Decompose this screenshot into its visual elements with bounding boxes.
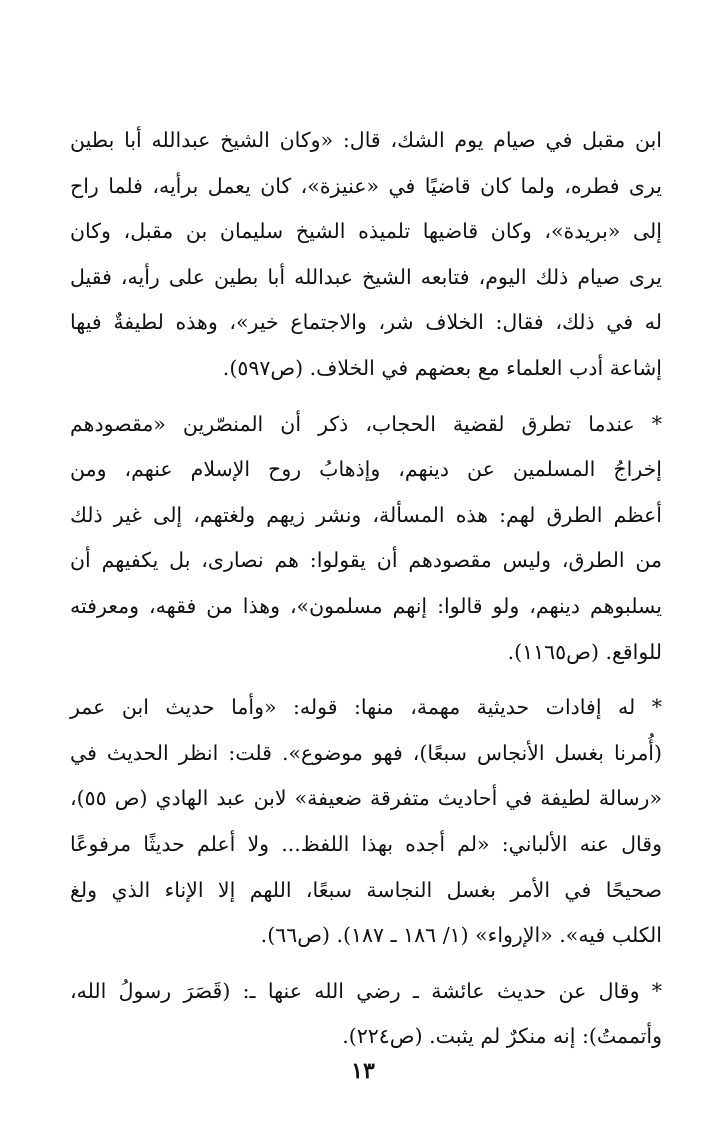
paragraph-2 xyxy=(70,402,662,676)
text-line: للواقع. (ص١١٦٥). xyxy=(507,639,662,664)
text-line: يرى صيام ذلك اليوم، فتابعه الشيخ عبدالله أبا بطين على رأيه، فقيل xyxy=(70,264,662,289)
text-line: إخراجُ المسلمين عن دينهم، وإذهابُ روح الإسلام عنهم، ومن xyxy=(70,457,662,482)
text-line: يسلبوهم دينهم، ولو قالوا: إنهم مسلمون»، وهذا من فقهه، ومعرفته xyxy=(70,593,662,618)
text-line: الكلب فيه». «الإرواء» (١/ ١٨٦ ـ ١٨٧). (ص٦٦). xyxy=(260,923,662,948)
text-line: أعظم الطرق لهم: هذه المسألة، ونشر زيهم ولغتهم، إلى غير ذلك xyxy=(70,502,662,527)
text-line: * عندما تطرق لقضية الحجاب، ذكر أن المنصّرين «مقصودهم xyxy=(70,411,662,436)
text-line: صحيحًا في الأمر بغسل النجاسة سبعًا، اللهم إلا الإناء الذي ولغ xyxy=(70,877,662,902)
text-line: * له إفادات حديثية مهمة، منها: قوله: «وأما حديث ابن عمر xyxy=(70,695,662,720)
text-line: * وقال عن حديث عائشة ـ رضي الله عنها ـ: (قَصَرَ رسولُ الله، xyxy=(70,978,662,1003)
text-line: وقال عنه الألباني: «لم أجده بهذا اللفظ... ولا أعلم حديثًا مرفوعًا xyxy=(70,831,662,856)
text-line: يرى فطره، ولما كان قاضيًا في «عنيزة»، كان يعمل برأيه، فلما راح xyxy=(70,173,662,198)
text-line: ابن مقبل في صيام يوم الشك، قال: «وكان الشيخ عبدالله أبا بطين xyxy=(70,128,662,152)
text-line: وأتممتُ): إنه منكرٌ لم يثبت. (ص٢٢٤). xyxy=(342,1024,662,1049)
text-line: إشاعة أدب العلماء مع بعضهم في الخلاف. (ص٥٩٧). xyxy=(222,355,662,380)
page-number: ١٣ xyxy=(351,1058,375,1084)
text-line: «رسالة لطيفة في أحاديث متفرقة ضعيفة» لابن عبد الهادي (ص ٥٥)، xyxy=(70,786,662,811)
page-body xyxy=(70,118,662,1060)
paragraph-3 xyxy=(70,685,662,959)
text-line: من الطرق، وليس مقصودهم أن يقولوا: هم نصارى، بل يكفيهم أن xyxy=(70,548,662,573)
paragraph-1 xyxy=(70,118,662,392)
text-line: له في ذلك، فقال: الخلاف شر، والاجتماع خير»، وهذه لطيفةٌ فيها xyxy=(70,310,662,335)
text-line: إلى «بريدة»، وكان قاضيها تلميذه الشيخ سليمان بن مقبل، وكان xyxy=(70,219,662,244)
text-line: (أُمرنا بغسل الأنجاس سبعًا)، فهو موضوع». قلت: انظر الحديث في xyxy=(70,740,662,765)
paragraph-4 xyxy=(70,969,662,1060)
